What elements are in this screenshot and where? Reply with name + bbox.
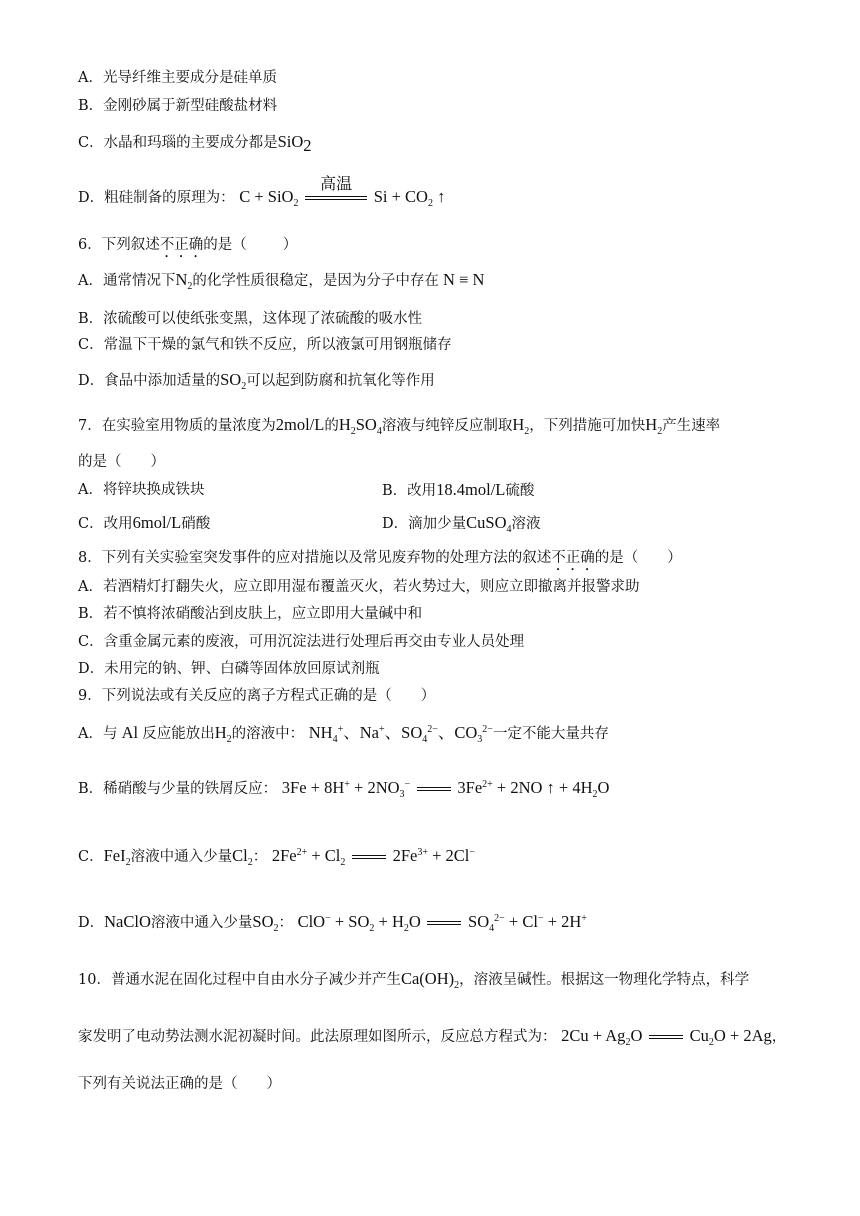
q9-option-c: C．FeI$_2$溶液中通入少量$Cl_2$： $2Fe^{2+} + Cl_2$ $2Fe^{3+} + 2Cl^-$ <box>78 846 476 868</box>
q9-option-b: B．稀硝酸与少量的铁屑反应： $3Fe + 8H^+ + 2NO_3^-$ $3Fe^{2+} + 2NO$ ↑ + $4H_2O$ <box>78 778 610 800</box>
q9-option-a: A．与 Al 反应能放出$H_2$的溶液中： $NH_4^+$、Na+、$SO_4^{2-}$、$CO_3^{2-}$一定不能大量共存 <box>78 723 609 745</box>
q7-option-b: B．改用18.4mol/L硫酸 <box>382 480 535 499</box>
q10-line1: 10．普通水泥在固化过程中自由水分子减少并产生$Ca(OH)_2$，溶液呈碱性。根据这一物理化学特点，科学 <box>78 969 750 991</box>
q7-stem-line2: 的是（ ） <box>78 454 165 470</box>
q8-option-b: B．若不慎将浓硝酸沾到皮肤上，应立即用大量碱中和 <box>78 606 423 622</box>
q8-stem: 8．下列有关实验室突发事件的应对措施以及常见废弃物的处理方法的叙述不正确的是（ ） <box>78 550 682 566</box>
q9-stem: 9．下列说法或有关反应的离子方程式正确的是（ ） <box>78 688 436 704</box>
q7-stem: 7．在实验室用物质的量浓度为2mol/L的$H_2SO_4$溶液与纯锌反应制取$H_2$，下列措施可加快$H_2$产生速率 <box>78 415 721 437</box>
q5-option-d: D．粗硅制备的原理为： C + SiO$_2$ 高温 $Si + CO_2$ ↑ <box>78 174 446 209</box>
q7-option-d: D．滴加少量CuSO$_4$溶液 <box>382 513 541 535</box>
q8-option-d: D．未用完的钠、钾、白磷等固体放回原试剂瓶 <box>78 661 380 677</box>
q6-option-b: B．浓硫酸可以使纸张变黑，这体现了浓硫酸的吸水性 <box>78 311 423 327</box>
q10-line3: 下列有关说法正确的是（ ） <box>78 1076 281 1092</box>
q5-option-b: B．金刚砂属于新型硅酸盐材料 <box>78 98 278 114</box>
q8-option-a: A．若酒精灯打翻失火，应立即用湿布覆盖灭火，若火势过大，则应立即撤离并报警求助 <box>78 579 640 595</box>
q8-option-c: C．含重金属元素的废液，可用沉淀法进行处理后再交由专业人员处理 <box>78 634 525 650</box>
q6-option-c: C．常温下干燥的氯气和铁不反应，所以液氯可用钢瓶储存 <box>78 337 452 353</box>
q6-option-a: A．通常情况下$N_2$的化学性质很稳定，是因为分子中存在 N ≡ N <box>78 270 485 292</box>
q9-option-d: D．NaClO溶液中通入少量$SO_2$： $ClO^- + SO_2 + H_2O$ $SO_4^{2-} + Cl^- + 2H^+$ <box>78 912 587 934</box>
q5-option-a: A．光导纤维主要成分是硅单质 <box>78 70 277 86</box>
q6-option-d: D．食品中添加适量的$SO_2$可以起到防腐和抗氧化等作用 <box>78 370 435 392</box>
q5-option-c: C．水晶和玛瑙的主要成分都是SiO$_2$ <box>78 132 312 155</box>
q7-option-a: A．将锌块换成铁块 <box>78 482 205 498</box>
q10-line2: 家发明了电动势法测水泥初凝时间。此法原理如图所示，反应总方程式为： $2Cu + Ag_2O$ $Cu_2O + 2Ag$， <box>78 1026 787 1048</box>
q7-option-c: C．改用6mol/L硝酸 <box>78 513 211 532</box>
q6-stem: 6．下列叙述不正确的是（ ） <box>78 237 298 253</box>
